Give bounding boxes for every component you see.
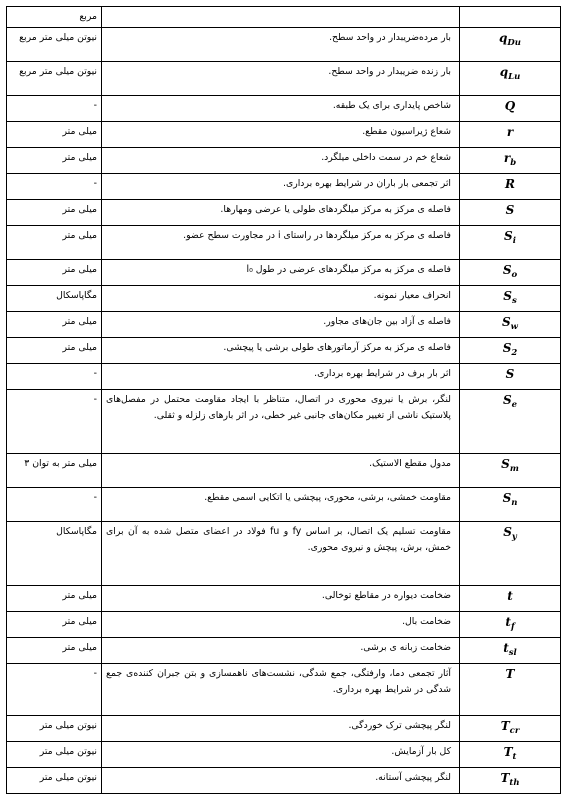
symbol-base: T — [500, 771, 510, 785]
symbol-subscript: s — [511, 296, 517, 306]
symbol-cell — [460, 390, 561, 454]
description-cell: مقاومت تسلیم یک اتصال، بر اساس fy و fu فولاد در اعضای متصل شده به آن برای خمش، برش، پیچش و نیروی محوری. — [102, 522, 460, 586]
description-cell: آثار تجمعی دما، وارفتگی، جمع شدگی، نشست‌های ناهمسازی و بتن جبران کننده‌ی جمع شدگی در شرایط بهره برداری. — [102, 664, 460, 716]
unit-cell: میلی متر — [7, 312, 102, 338]
table-row — [7, 28, 561, 62]
table-row — [7, 612, 561, 638]
table-row — [7, 148, 561, 174]
description-cell: فاصله ی مرکز به مرکز آرماتورهای طولی برشی یا پیچشی. — [102, 338, 460, 364]
unit-cell: میلی متر — [7, 200, 102, 226]
symbol-subscript: m — [509, 464, 519, 474]
table-row — [7, 7, 561, 28]
description-cell: اثر بار برف در شرایط بهره برداری. — [102, 364, 460, 390]
table-row — [7, 62, 561, 96]
symbol-cell — [460, 28, 561, 62]
table-row — [7, 638, 561, 664]
symbol-cell — [460, 62, 561, 96]
symbol-cell — [460, 286, 561, 312]
symbol-subscript: Lu — [508, 72, 521, 82]
symbol-subscript: f — [510, 622, 515, 632]
symbol-base: S — [502, 341, 512, 355]
symbols-table-body — [7, 7, 561, 794]
description-cell: فاصله ی مرکز به مرکز میلگردها در راستای i در مجاورت سطح عضو. — [102, 226, 460, 260]
unit-cell: میلی متر — [7, 338, 102, 364]
symbol-base: S — [505, 367, 515, 381]
symbol-cell — [460, 768, 561, 794]
symbol-cell — [460, 260, 561, 286]
symbol-cell — [460, 638, 561, 664]
description-cell: شعاع خم در سمت داخلی میلگرد. — [102, 148, 460, 174]
unit-cell: - — [7, 390, 102, 454]
description-cell: مقاومت خمشی، برشی، محوری، پیچشی یا اتکایی اسمی مقطع. — [102, 488, 460, 522]
symbol-base: S — [502, 315, 511, 329]
symbol-subscript: o — [511, 270, 518, 280]
unit-cell: مگاپاسکال — [7, 286, 102, 312]
symbol-base: t — [503, 641, 509, 655]
description-cell: فاصله ی مرکز به مرکز میلگردهای طولی یا عرضی ومهارها. — [102, 200, 460, 226]
symbol-base: t — [507, 589, 513, 603]
symbol-cell — [460, 148, 561, 174]
table-row — [7, 768, 561, 794]
symbol-subscript: sl — [508, 648, 517, 658]
unit-cell: میلی متر — [7, 612, 102, 638]
description-cell: بار زنده ضریبدار در واحد سطح. — [102, 62, 460, 96]
unit-cell: میلی متر به توان ۳ — [7, 454, 102, 488]
description-cell: مدول مقطع الاستیک. — [102, 454, 460, 488]
symbol-subscript: i — [512, 236, 516, 246]
unit-cell: نیوتن میلی متر مربع — [7, 28, 102, 62]
symbol-base: r — [503, 151, 511, 165]
symbol-subscript: w — [510, 322, 518, 332]
symbol-cell — [460, 716, 561, 742]
symbol-base: T — [503, 745, 513, 759]
table-row — [7, 200, 561, 226]
symbol-cell — [460, 488, 561, 522]
symbol-base: Q — [504, 99, 516, 113]
symbol-cell — [460, 742, 561, 768]
unit-cell: - — [7, 664, 102, 716]
table-row — [7, 742, 561, 768]
symbol-cell — [460, 7, 561, 28]
symbol-base: R — [505, 177, 515, 191]
symbol-subscript: t — [512, 752, 517, 762]
unit-cell: نیوتن میلی متر — [7, 742, 102, 768]
description-cell: ضخامت دیواره در مقاطع توخالی. — [102, 586, 460, 612]
symbol-cell — [460, 364, 561, 390]
symbol-cell — [460, 174, 561, 200]
description-cell: فاصله ی آزاد بین جان‌های مجاور. — [102, 312, 460, 338]
symbols-table — [6, 6, 561, 794]
symbol-cell — [460, 612, 561, 638]
symbol-base: T — [500, 719, 510, 733]
unit-cell: میلی متر — [7, 148, 102, 174]
symbol-subscript: th — [509, 778, 520, 788]
symbol-cell — [460, 522, 561, 586]
description-cell: لنگر، برش یا نیروی محوری در اتصال، متناظر با ایجاد مقاومت محتمل در مفصل‌های پلاستیک ناشی از تغییر مکان‌های جانبی غیر خطی، در اثر بارهای زلزله و ثقلی. — [102, 390, 460, 454]
symbol-base: S — [501, 457, 510, 471]
description-cell: انحراف معیار نمونه. — [102, 286, 460, 312]
description-cell: کل بار آزمایش. — [102, 742, 460, 768]
symbol-cell — [460, 586, 561, 612]
symbol-subscript: cr — [509, 726, 520, 736]
symbol-cell — [460, 312, 561, 338]
description-cell: بار مرده‌ضریبدار در واحد سطح. — [102, 28, 460, 62]
table-row — [7, 522, 561, 586]
table-row — [7, 312, 561, 338]
unit-cell: نیوتن میلی متر — [7, 716, 102, 742]
description-cell: شاخص پایداری برای یک طبقه. — [102, 96, 460, 122]
description-cell: شعاع ژیراسیون مقطع. — [102, 122, 460, 148]
symbol-subscript: n — [511, 498, 518, 508]
symbol-base: S — [503, 525, 512, 539]
symbol-cell — [460, 200, 561, 226]
unit-cell: نیوتن میلی متر — [7, 768, 102, 794]
table-row — [7, 664, 561, 716]
unit-cell: میلی متر — [7, 638, 102, 664]
symbol-cell — [460, 96, 561, 122]
unit-cell: - — [7, 364, 102, 390]
table-row — [7, 488, 561, 522]
symbol-base: T — [505, 667, 515, 681]
table-row — [7, 586, 561, 612]
symbol-base: q — [499, 31, 508, 45]
unit-cell: میلی متر — [7, 586, 102, 612]
table-row — [7, 390, 561, 454]
description-cell: لنگر پیچشی آستانه. — [102, 768, 460, 794]
table-row — [7, 174, 561, 200]
description-cell: اثر تجمعی بار باران در شرایط بهره برداری. — [102, 174, 460, 200]
symbol-base: r — [506, 125, 514, 139]
symbol-cell — [460, 664, 561, 716]
table-row — [7, 716, 561, 742]
table-row — [7, 96, 561, 122]
symbol-base: q — [499, 65, 509, 79]
symbol-base: S — [504, 229, 513, 243]
symbol-cell — [460, 122, 561, 148]
symbol-subscript: b — [510, 158, 517, 168]
symbol-base: S — [505, 203, 515, 217]
table-row — [7, 364, 561, 390]
description-cell: ضخامت زبانه ی برشی. — [102, 638, 460, 664]
unit-cell: میلی متر — [7, 226, 102, 260]
symbol-subscript: 2 — [511, 348, 518, 358]
table-row — [7, 286, 561, 312]
description-cell: ضخامت بال. — [102, 612, 460, 638]
symbol-cell — [460, 454, 561, 488]
unit-cell: - — [7, 174, 102, 200]
table-row — [7, 338, 561, 364]
table-row — [7, 260, 561, 286]
unit-cell: میلی متر — [7, 260, 102, 286]
table-row — [7, 226, 561, 260]
unit-cell: - — [7, 488, 102, 522]
symbol-subscript: y — [511, 532, 517, 542]
table-row — [7, 122, 561, 148]
symbol-base: S — [502, 263, 512, 277]
table-row — [7, 454, 561, 488]
unit-cell: مگاپاسکال — [7, 522, 102, 586]
unit-cell: نیوتن میلی متر مربع — [7, 62, 102, 96]
description-cell: فاصله ی مرکز به مرکز میلگردهای عرضی در طول l₀ — [102, 260, 460, 286]
symbol-base: S — [502, 491, 512, 505]
symbol-base: t — [505, 615, 511, 629]
symbol-base: S — [503, 289, 512, 303]
symbol-base: S — [502, 393, 512, 407]
symbol-subscript: e — [511, 400, 518, 410]
unit-cell: مربع — [7, 7, 102, 28]
symbol-cell — [460, 338, 561, 364]
unit-cell: - — [7, 96, 102, 122]
unit-cell: میلی متر — [7, 122, 102, 148]
symbol-cell — [460, 226, 561, 260]
description-cell — [102, 7, 460, 28]
document-page — [6, 6, 561, 794]
symbol-subscript: Du — [507, 38, 521, 48]
description-cell: لنگر پیچشی ترک خوردگی. — [102, 716, 460, 742]
